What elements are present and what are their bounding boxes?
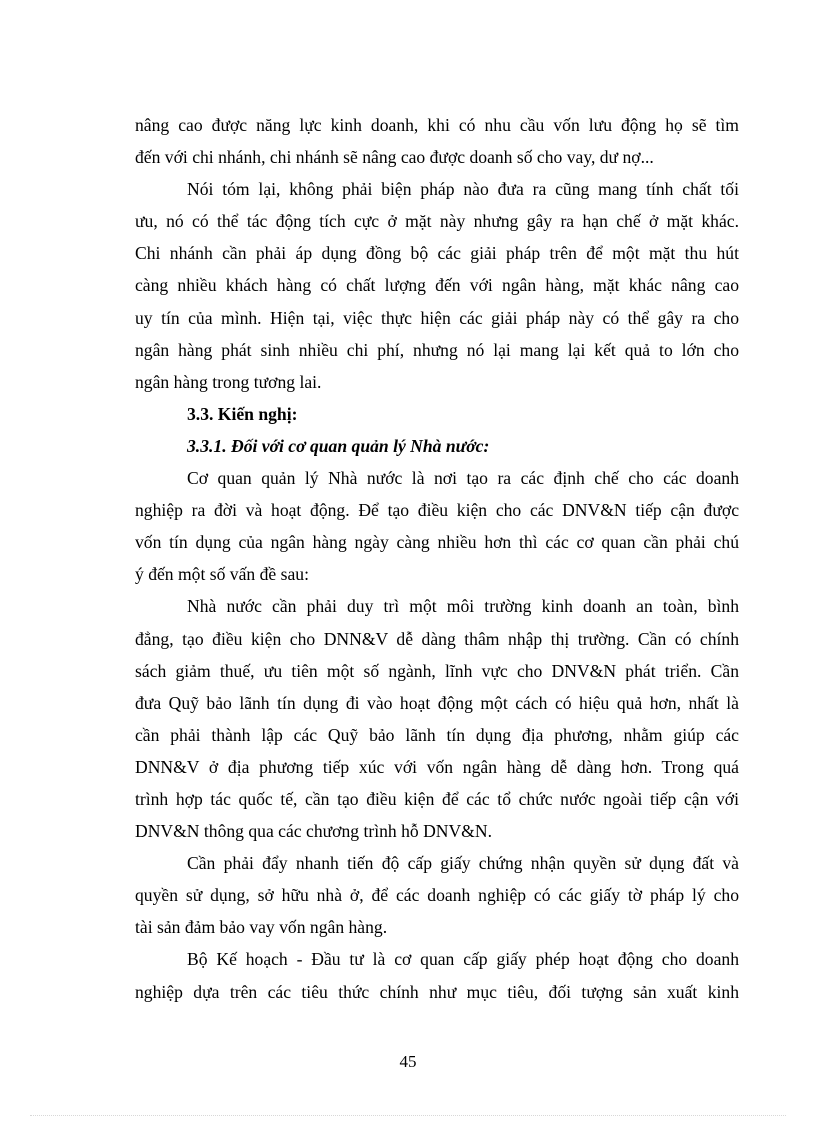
text-line: càng nhiều khách hàng có chất lượng đến với ngân hàng, mặt khác nâng cao bbox=[135, 275, 739, 296]
text-line: nghiệp dựa trên các tiêu thức chính như mục tiêu, đối tượng sản xuất kinh bbox=[135, 981, 739, 1002]
text-line: DNN&V ở địa phương tiếp xúc với vốn ngân hàng dễ dàng hơn. Trong quá bbox=[135, 756, 739, 777]
text-line: Cơ quan quản lý Nhà nước là nơi tạo ra các định chế cho các doanh bbox=[187, 468, 739, 489]
text-line: Bộ Kế hoạch - Đầu tư là cơ quan cấp giấy phép hoạt động cho doanh bbox=[187, 949, 739, 970]
text-line: đưa Quỹ bảo lãnh tín dụng đi vào hoạt động một cách có hiệu quả hơn, nhất là bbox=[135, 692, 739, 713]
text-line: ý đến một số vấn đề sau: bbox=[135, 564, 309, 585]
text-line: Nhà nước cần phải duy trì một môi trường kinh doanh an toàn, bình bbox=[187, 596, 739, 617]
text-line: quyền sử dụng, sở hữu nhà ở, để các doanh nghiệp có các giấy tờ pháp lý cho bbox=[135, 885, 739, 906]
text-line: Nói tóm lại, không phải biện pháp nào đưa ra cũng mang tính chất tối bbox=[187, 179, 739, 200]
paragraph-state-agency bbox=[135, 462, 739, 590]
text-line: ngân hàng trong tương lai. bbox=[135, 371, 322, 392]
text-line: DNV&N thông qua các chương trình hỗ DNV&N. bbox=[135, 821, 492, 842]
text-line: tài sản đảm bảo vay vốn ngân hàng. bbox=[135, 917, 388, 938]
page-bottom-divider bbox=[30, 1115, 786, 1116]
paragraph-summary bbox=[135, 173, 739, 398]
text-line: nghiệp ra đời và hoạt động. Để tạo điều kiện cho các DNV&N tiếp cận được bbox=[135, 500, 739, 521]
text-line: đẳng, tạo điều kiện cho DNN&V dễ dàng thâm nhập thị trường. Cần có chính bbox=[135, 628, 739, 649]
text-line: đến với chi nhánh, chi nhánh sẽ nâng cao được doanh số cho vay, dư nợ... bbox=[135, 147, 654, 168]
paragraph-land-certificates bbox=[135, 847, 739, 943]
text-line: uy tín của mình. Hiện tại, việc thực hiện các giải pháp này có thể gây ra cho bbox=[135, 307, 739, 328]
page-body bbox=[135, 109, 739, 1008]
text-line: ưu, nó có thể tác động tích cực ở mặt này nhưng gây ra hạn chế ở mặt khác. bbox=[135, 211, 739, 232]
text-line: cần phải thành lập các Quỹ bảo lãnh tín dụng địa phương, nhằm giúp các bbox=[135, 724, 739, 745]
text-line: trình hợp tác quốc tế, cần tạo điều kiện để các tổ chức nước ngoài tiếp cận với bbox=[135, 788, 739, 809]
paragraph-ministry bbox=[135, 943, 739, 1007]
page-number: 45 bbox=[399, 1052, 417, 1071]
text-line: Cần phải đẩy nhanh tiến độ cấp giấy chứng nhận quyền sử dụng đất và bbox=[187, 853, 739, 874]
paragraph-business-environment bbox=[135, 590, 739, 847]
text-line: ngân hàng phát sinh nhiều chi phí, nhưng nó lại mang lại kết quả to lớn cho bbox=[135, 339, 739, 360]
text-line: Chi nhánh cần phải áp dụng đồng bộ các giải pháp trên để một mặt thu hút bbox=[135, 243, 739, 264]
section-heading: 3.3. Kiến nghị: bbox=[187, 403, 298, 424]
paragraph-continuation bbox=[135, 109, 739, 173]
subsection-heading: 3.3.1. Đối với cơ quan quản lý Nhà nước: bbox=[187, 435, 490, 456]
text-line: nâng cao được năng lực kinh doanh, khi có nhu cầu vốn lưu động họ sẽ tìm bbox=[135, 115, 739, 135]
text-line: vốn tín dụng của ngân hàng ngày càng nhiều hơn thì các cơ quan cần phải chú bbox=[135, 532, 739, 553]
text-line: sách giảm thuế, ưu tiên một số ngành, lĩnh vực cho DNV&N phát triển. Cần bbox=[135, 660, 739, 681]
